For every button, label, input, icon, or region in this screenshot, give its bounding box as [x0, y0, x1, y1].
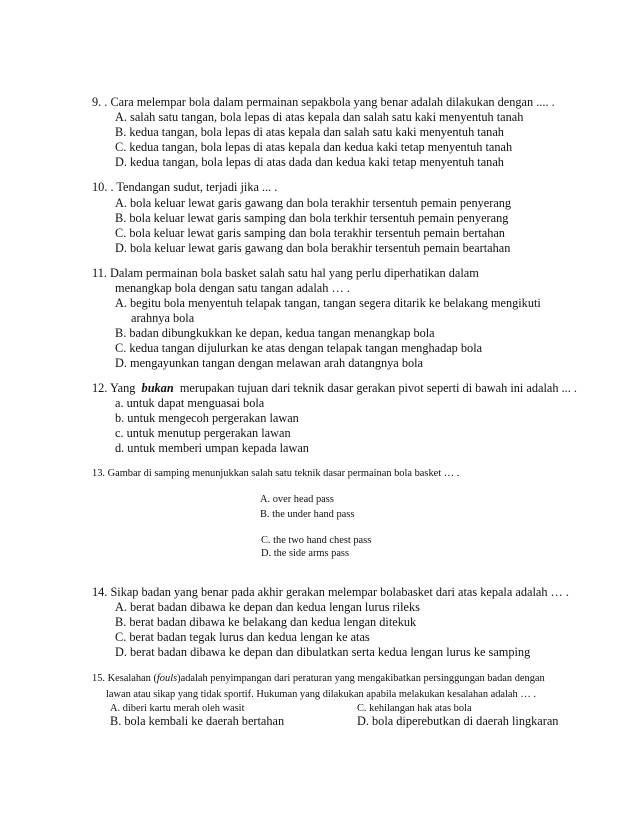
q9-option-b: B. kedua tangan, bola lepas di atas kepala dan salah satu kaki menyentuh tanah — [115, 125, 504, 139]
q10-option-b: B. bola keluar lewat garis samping dan bola terkhir tersentuh pemain penyerang — [115, 211, 509, 225]
q10-option-c: C. bola keluar lewat garis samping dan bola terakhir tersentuh pemain bertahan — [115, 226, 505, 240]
q11-option-a-cont: arahnya bola — [131, 311, 195, 325]
q14-option-a: A. berat badan dibawa ke depan dan kedua lengan lurus rileks — [115, 600, 420, 614]
q12-stem-emphasis: bukan — [141, 381, 174, 395]
q15-option-c: C. kehilangan hak atas bola — [357, 703, 472, 714]
q14-stem: 14. Sikap badan yang benar pada akhir gerakan melempar bolabasket dari atas kepala adalah … . — [92, 585, 569, 599]
q11-stem: 11. Dalam permainan bola basket salah satu hal yang perlu diperhatikan dalam — [92, 266, 479, 280]
q11-option-c: C. kedua tangan dijulurkan ke atas dengan telapak tangan menghadap bola — [115, 341, 483, 355]
q9-option-a: A. salah satu tangan, bola lepas di atas kepala dan salah satu kaki menyentuh tanah — [115, 110, 524, 124]
q13-option-c: C. the two hand chest pass — [261, 535, 372, 546]
q10-option-d: D. bola keluar lewat garis gawang dan bola berakhir tersentuh pemain beartahan — [115, 241, 511, 255]
q15-option-b: B. bola kembali ke daerah bertahan — [110, 714, 285, 728]
q13-stem: 13. Gambar di samping menunjukkan salah satu teknik dasar permainan bola basket … . — [92, 468, 460, 479]
q12-option-b: b. untuk mengecoh pergerakan lawan — [115, 411, 299, 425]
q14-option-c: C. berat badan tegak lurus dan kedua lengan ke atas — [115, 630, 370, 644]
q15-option-a: A. diberi kartu merah oleh wasit — [110, 703, 245, 714]
q12-stem-pre: 12. Yang — [92, 381, 142, 395]
q15-stem-post: )adalah penyimpangan dari peraturan yang mengakibatkan persinggungan badan dengan — [177, 673, 545, 684]
q13-option-a: A. over head pass — [260, 494, 334, 505]
q11-option-d: D. mengayunkan tangan dengan melawan arah datangnya bola — [115, 356, 423, 370]
q14-option-d: D. berat badan dibawa ke depan dan dibulatkan serta kedua lengan lurus ke samping — [115, 645, 531, 659]
q13-option-b: B. the under hand pass — [260, 509, 355, 520]
q10-stem: 10. . Tendangan sudut, terjadi jika ... . — [92, 180, 278, 194]
q15-stem — [92, 671, 545, 686]
q15-stem-term: fouls — [156, 673, 178, 684]
q12-option-d: d. untuk memberi umpan kepada lawan — [115, 441, 309, 455]
q15-option-d: D. bola diperebutkan di daerah lingkaran — [357, 714, 559, 728]
q14-option-b: B. berat badan dibawa ke belakang dan kedua lengan ditekuk — [115, 615, 417, 629]
q11-option-a: A. begitu bola menyentuh telapak tangan, tangan segera ditarik ke belakang mengikuti — [115, 296, 541, 310]
q15-stem-cont: lawan atau sikap yang tidak sportif. Hukuman yang dilakukan apabila melakukan kesalahan adalah … . — [106, 689, 536, 700]
q9-option-d: D. kedua tangan, bola lepas di atas dada dan kedua kaki tetap menyentuh tanah — [115, 155, 504, 169]
q15-stem-pre: 15. Kesalahan ( — [92, 673, 157, 684]
q12-stem-post: merupakan tujuan dari teknik dasar gerakan pivot seperti di bawah ini adalah ... . — [173, 381, 577, 395]
q10-option-a: A. bola keluar lewat garis gawang dan bola terakhir tersentuh pemain penyerang — [115, 196, 512, 210]
q11-stem-cont: menangkap bola dengan satu tangan adalah … . — [115, 281, 350, 295]
q12-stem — [92, 381, 577, 396]
q12-option-c: c. untuk menutup pergerakan lawan — [115, 426, 291, 440]
q9-option-c: C. kedua tangan, bola lepas di atas kepala dan kedua kaki tetap menyentuh tanah — [115, 140, 513, 154]
q12-option-a: a. untuk dapat menguasai bola — [115, 396, 265, 410]
q13-option-d: D. the side arms pass — [261, 548, 350, 559]
q11-option-b: B. badan dibungkukkan ke depan, kedua tangan menangkap bola — [115, 326, 435, 340]
q9-stem: 9. . Cara melempar bola dalam permainan sepakbola yang benar adalah dilakukan dengan .... . — [92, 95, 555, 109]
